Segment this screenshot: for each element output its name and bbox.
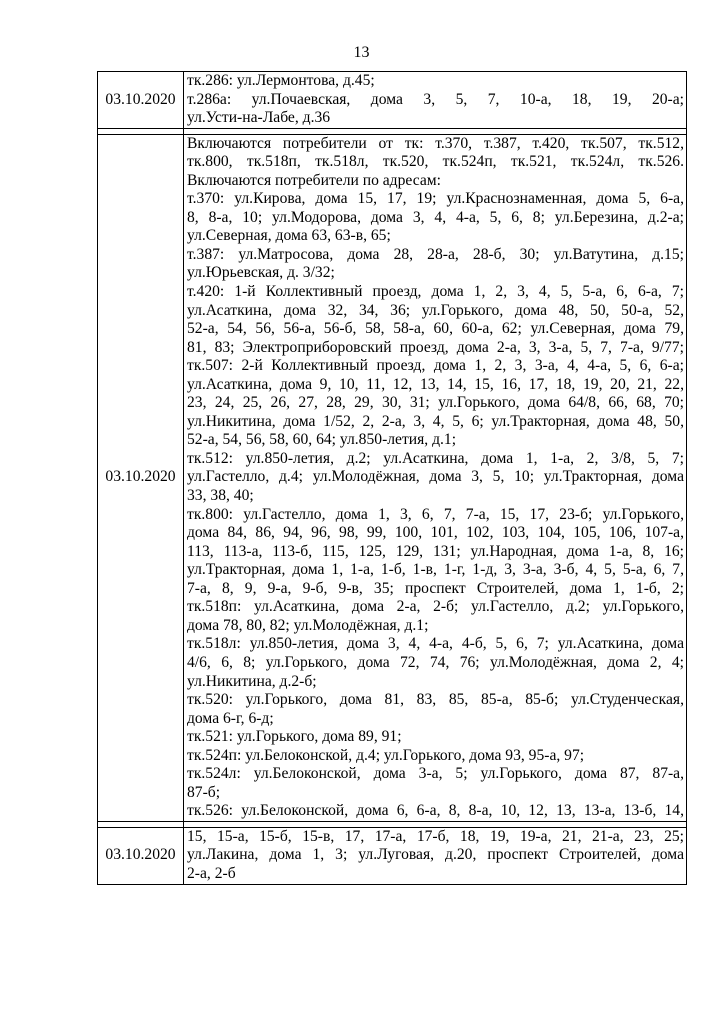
text-line: т.370: ул.Кирова, дома 15, 17, 19; ул.Краснознаменная, дома 5, 6-а, (187, 190, 684, 208)
text-line: дома 78, 80, 82; ул.Молодёжная, д.1; (187, 616, 429, 634)
text-line: тк.518п: ул.Асаткина, дома 2-а, 2-б; ул.Гастелло, д.2; ул.Горького, (187, 598, 684, 616)
text-line: дома 6-г, 6-д; (187, 709, 274, 727)
text-line: дома 84, 86, 94, 96, 98, 99, 100, 101, 102, 103, 104, 105, 106, 107-а, (187, 524, 684, 542)
address-cell (184, 72, 687, 129)
table-body (98, 72, 687, 885)
address-cell (184, 134, 687, 821)
text-line: 33, 38, 40; (187, 487, 254, 505)
text-line: тк.521: ул.Горького, дома 89, 91; (187, 728, 402, 746)
text-line: ул.Усти-на-Лабе, д.36 (187, 109, 331, 127)
text-line: 52-а, 54, 56, 56-а, 56-б, 58, 58-а, 60, 60-а, 62; ул.Северная, дома 79, (187, 320, 684, 338)
text-line: 52-а, 54, 56, 58, 60, 64; ул.850-летия, д.1; (187, 431, 457, 449)
text-line: тк.524л: ул.Белоконской, дома 3-а, 5; ул.Горького, дома 87, 87-а, (187, 765, 684, 783)
text-line: 87-б; (187, 783, 221, 801)
address-cell (184, 827, 687, 884)
text-line: 23, 24, 25, 26, 27, 28, 29, 30, 31; ул.Горького, дома 64/8, 66, 68, 70; (187, 394, 684, 412)
text-line: тк.526: ул.Белоконской, дома 6, 6-а, 8, 8-а, 10, 12, 13, 13-а, 13-б, 14, (187, 802, 684, 820)
text-line: тк.800: ул.Гастелло, дома 1, 3, 6, 7, 7-а, 15, 17, 23-б; ул.Горького, (187, 505, 684, 523)
text-line: т.387: ул.Матросова, дома 28, 28-а, 28-б, 30; ул.Ватутина, д.15; (187, 245, 684, 263)
date-cell: 03.10.2020 (98, 134, 184, 821)
text-line: ул.Никитина, д.2-б; (187, 672, 317, 690)
text-line: 7-а, 8, 9, 9-а, 9-б, 9-в, 35; проспект Строителей, дома 1, 1-б, 2; (187, 579, 684, 597)
text-line: 8, 8-а, 10; ул.Модорова, дома 3, 4, 4-а, 5, 6, 8; ул.Березина, д.2-а; (187, 208, 684, 226)
text-line: ул.Тракторная, дома 1, 1-а, 1-б, 1-в, 1-г, 1-д, 3, 3-а, 3-б, 4, 5, 5-а, 6, 7, (187, 561, 684, 579)
text-line: тк.520: ул.Горького, дома 81, 83, 85, 85-а, 85-б; ул.Студенческая, (187, 691, 684, 709)
text-line: ул.Асаткина, дома 32, 34, 36; ул.Горького, дома 48, 50, 50-а, 52, (187, 301, 684, 319)
table-row (98, 827, 687, 884)
page-number: 13 (353, 44, 370, 61)
text-line: тк.518л: ул.850-летия, дома 3, 4, 4-а, 4-б, 5, 6, 7; ул.Асаткина, дома (187, 635, 684, 653)
text-line: тк.524п: ул.Белоконской, д.4; ул.Горького, дома 93, 95-а, 97; (187, 746, 585, 764)
text-line: Включаются потребители от тк: т.370, т.387, т.420, тк.507, тк.512, (187, 134, 684, 152)
text-line: Включаются потребители по адресам: (187, 171, 441, 189)
text-line: ул.Юрьевская, д. 3/32; (187, 264, 335, 282)
date-cell: 03.10.2020 (98, 72, 184, 129)
text-line: 2-а, 2-б (187, 864, 236, 882)
text-line: 15, 15-а, 15-б, 15-в, 17, 17-а, 17-б, 18, 19, 19-а, 21, 21-а, 23, 25; (187, 827, 684, 845)
text-line: т.420: 1-й Коллективный проезд, дома 1, 2, 3, 4, 5, 5-а, 6, 6-а, 7; (187, 283, 684, 301)
text-line: ул.Лакина, дома 1, 3; ул.Луговая, д.20, проспект Строителей, дома (187, 846, 684, 864)
table-row (98, 134, 687, 821)
text-line: 4/6, 6, 8; ул.Горького, дома 72, 74, 76; ул.Молодёжная, дома 2, 4; (187, 653, 684, 671)
text-line: тк.507: 2-й Коллективный проезд, дома 1, 2, 3, 3-а, 4, 4-а, 5, 6, 6-а; (187, 357, 684, 375)
text-line: ул.Асаткина, дома 9, 10, 11, 12, 13, 14, 15, 16, 17, 18, 19, 20, 21, 22, (187, 375, 684, 393)
text-line: ул.Северная, дома 63, 63-в, 65; (187, 227, 391, 245)
date-cell: 03.10.2020 (98, 827, 184, 884)
text-line: тк.512: ул.850-летия, д.2; ул.Асаткина, дома 1, 1-а, 2, 3/8, 5, 7; (187, 449, 684, 467)
text-line: ул.Гастелло, д.4; ул.Молодёжная, дома 3, 5, 10; ул.Тракторная, дома (187, 468, 684, 486)
text-line: ул.Никитина, дома 1/52, 2, 2-а, 3, 4, 5, 6; ул.Тракторная, дома 48, 50, (187, 412, 684, 430)
text-line: 113, 113-а, 113-б, 115, 125, 129, 131; ул.Народная, дома 1-а, 8, 16; (187, 542, 684, 560)
text-line: тк.286: ул.Лермонтова, д.45; (187, 72, 375, 89)
text-line: 81, 83; Электроприборовский проезд, дома 2-а, 3, 3-а, 5, 7, 7-а, 9/77; (187, 338, 684, 356)
text-line: тк.800, тк.518п, тк.518л, тк.520, тк.524п, тк.521, тк.524л, тк.526. (187, 153, 684, 171)
text-line: т.286а: ул.Почаевская, дома 3, 5, 7, 10-а, 18, 19, 20-а; (187, 90, 684, 108)
outage-table (97, 71, 687, 885)
table-row (98, 72, 687, 129)
